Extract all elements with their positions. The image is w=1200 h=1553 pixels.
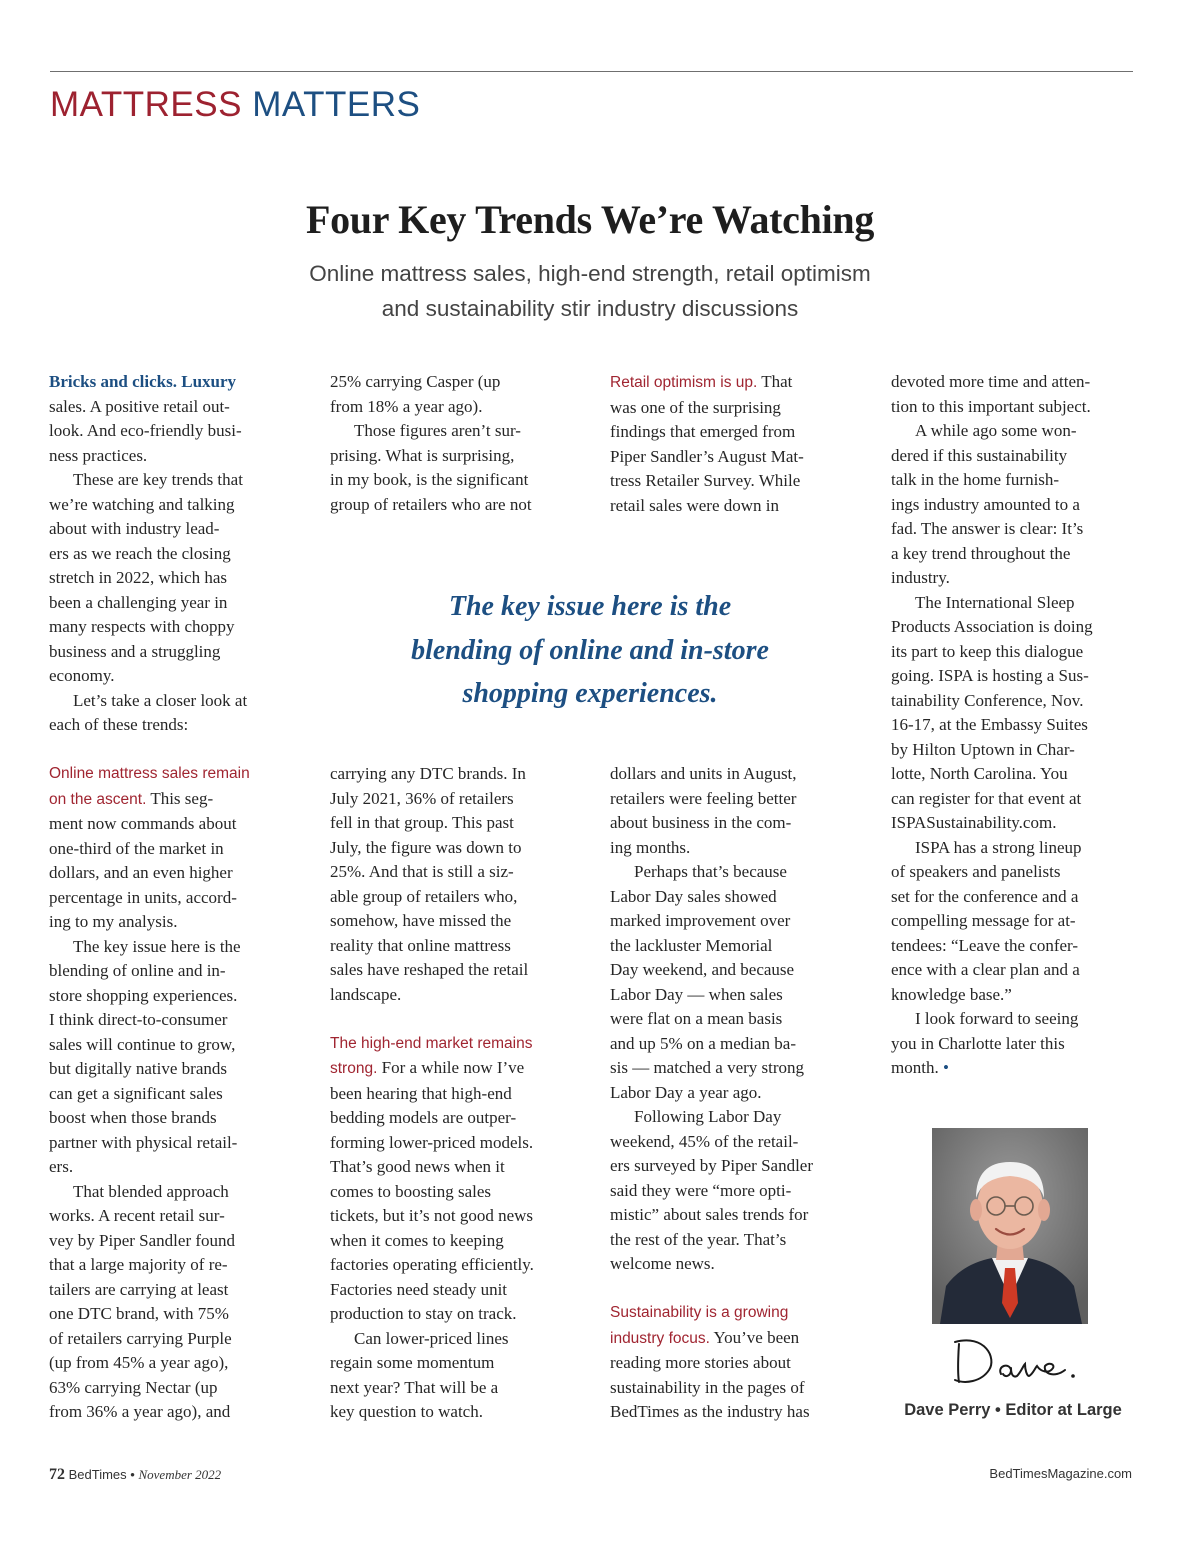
column-2-continued <box>330 762 580 1425</box>
text-line: was one of the surprising <box>610 397 781 417</box>
text-line: from 36% a year ago), and <box>49 1402 231 1421</box>
text-line: sales. A positive retail out- <box>49 396 230 416</box>
text-line: findings that emerged from <box>610 422 796 441</box>
paragraph <box>610 370 860 518</box>
pull-quote <box>330 585 850 716</box>
pull-quote-line: blending of online and in-store <box>411 634 769 666</box>
text-line: the lackluster Memorial <box>610 935 773 955</box>
text-line: 63% carrying Nectar (up <box>49 1377 218 1397</box>
text-line: Factories need steady unit <box>330 1279 508 1299</box>
text-fragment: This seg- <box>146 788 214 808</box>
author-photo <box>932 1128 1088 1324</box>
text-line: knowledge base.” <box>891 984 1012 1004</box>
text-line: key question to watch. <box>330 1402 483 1421</box>
text-line: welcome news. <box>610 1254 715 1273</box>
text-line: Labor Day a year ago. <box>610 1082 762 1102</box>
section-title-word-2: MATTERS <box>252 85 421 124</box>
subhead: strong. <box>330 1060 378 1077</box>
text-line: sales have reshaped the retail <box>330 960 529 979</box>
text-line: able group of retailers who, <box>330 886 518 906</box>
paragraph <box>891 370 1141 419</box>
issue-date: November 2022 <box>138 1467 222 1482</box>
text-line: store shopping experiences. <box>49 985 238 1005</box>
text-line: dollars, and an even higher <box>49 863 233 882</box>
paragraph <box>891 591 1141 836</box>
paragraph <box>49 468 299 689</box>
top-rule <box>50 71 1133 72</box>
section-title-word-1: MATTRESS <box>50 85 242 124</box>
column-2 <box>330 370 580 517</box>
text-line: business and a struggling <box>49 641 221 661</box>
text-line: blending of online and in- <box>49 961 226 980</box>
text-line: one-third of the market in <box>49 838 224 858</box>
text-line: retail sales were down in <box>610 495 779 515</box>
text-line: next year? That will be a <box>330 1377 499 1397</box>
text-line: tress Retailer Survey. While <box>610 471 801 490</box>
subhead: on the ascent. <box>49 790 147 808</box>
text-line: That blended approach <box>73 1181 229 1201</box>
text-line: bedding models are outper- <box>330 1108 517 1127</box>
text-line: ings industry amounted to a <box>891 494 1080 514</box>
text-line: landscape. <box>330 984 402 1004</box>
deck <box>230 256 950 326</box>
text-line: Labor Day sales showed <box>610 886 777 906</box>
text-line: 25% carrying Casper (up <box>330 372 501 391</box>
text-line: works. A recent retail sur- <box>49 1206 225 1225</box>
paragraph <box>330 1032 580 1327</box>
text-line: Perhaps that’s because <box>634 862 787 881</box>
text-line: These are key trends that <box>73 470 243 489</box>
text-line: look. And eco-friendly busi- <box>49 421 242 440</box>
column-3 <box>610 370 860 518</box>
text-line: ment now commands about <box>49 814 237 833</box>
text-line: marked improvement over <box>610 911 791 930</box>
text-line: Products Association is doing <box>891 617 1093 636</box>
column-1-continued <box>49 762 299 1425</box>
text-line: Can lower-priced lines <box>354 1328 509 1348</box>
text-line: ISPA has a strong lineup <box>915 837 1082 857</box>
text-line: of retailers carrying Purple <box>49 1328 232 1348</box>
text-line: many respects with choppy <box>49 617 235 636</box>
text-line: partner with physical retail- <box>49 1132 238 1152</box>
text-line: we’re watching and talking <box>49 494 235 514</box>
text-line: the rest of the year. That’s <box>610 1229 787 1249</box>
text-line: percentage in units, accord- <box>49 887 237 907</box>
text-fragment: You’ve been <box>709 1327 800 1347</box>
text-line: prising. What is surprising, <box>330 445 515 465</box>
text-line: ing months. <box>610 837 691 857</box>
subhead: The high-end market remains <box>330 1034 533 1052</box>
text-line: production to stay on track. <box>330 1304 517 1323</box>
text-line: fad. The answer is clear: It’s <box>891 519 1084 538</box>
text-line: set for the conference and a <box>891 886 1079 906</box>
text-line: were flat on a mean basis <box>610 1009 783 1028</box>
column-4 <box>891 370 1141 1081</box>
text-line: and up 5% on a median ba- <box>610 1033 796 1053</box>
text-line: ers surveyed by Piper Sandler <box>610 1156 814 1175</box>
deck-line: Online mattress sales, high-end strength, retail optimism <box>309 261 871 286</box>
footer-website: BedTimesMagazine.com <box>989 1466 1132 1481</box>
subhead: Sustainability is a growing <box>610 1304 789 1321</box>
paragraph <box>610 1105 860 1277</box>
text-line: tion to this important subject. <box>891 396 1091 416</box>
column-1 <box>49 370 299 738</box>
text-line: ers. <box>49 1157 74 1176</box>
paragraph <box>330 370 580 419</box>
end-mark: • <box>938 1058 949 1077</box>
text-line: devoted more time and atten- <box>891 372 1091 391</box>
text-line: sis — matched a very strong <box>610 1058 805 1077</box>
text-line: factories operating efficiently. <box>330 1255 534 1274</box>
text-line: fell in that group. This past <box>330 813 514 832</box>
text-line: The key issue here is the <box>73 936 241 956</box>
lead-in: Bricks and clicks. Luxury <box>49 372 237 391</box>
text-line: regain some momentum <box>330 1353 495 1372</box>
subhead: Online mattress sales remain <box>49 765 250 782</box>
text-line: in my book, is the significant <box>330 470 529 489</box>
paragraph <box>891 836 1141 1008</box>
text-fragment: That <box>757 372 793 391</box>
text-line: ISPASustainability.com. <box>891 813 1057 832</box>
page-number: 72 <box>49 1466 65 1483</box>
text-line: tendees: “Leave the confer- <box>891 935 1079 955</box>
text-line: Following Labor Day <box>634 1107 782 1126</box>
text-line: but digitally native brands <box>49 1059 227 1078</box>
text-line: sales will continue to grow, <box>49 1034 236 1054</box>
paragraph <box>49 762 299 935</box>
text-line: sustainability in the pages of <box>610 1377 805 1397</box>
text-line: industry. <box>891 568 950 587</box>
text-line: a key trend throughout the <box>891 543 1071 563</box>
paragraph <box>49 1180 299 1425</box>
text-line: Let’s take a closer look at <box>73 690 248 710</box>
text-line: dollars and units in August, <box>610 764 797 783</box>
text-line: going. ISPA is hosting a Sus- <box>891 666 1089 685</box>
signature-image <box>945 1330 1085 1390</box>
text-line: reality that online mattress <box>330 935 511 955</box>
text-line: ing to my analysis. <box>49 912 178 931</box>
text-line: lotte, North Carolina. You <box>891 764 1068 783</box>
text-line: vey by Piper Sandler found <box>49 1230 236 1250</box>
text-line: said they were “more opti- <box>610 1180 792 1200</box>
paragraph <box>330 419 580 517</box>
paragraph <box>49 370 299 468</box>
text-line: dered if this sustainability <box>891 445 1068 465</box>
text-line: (up from 45% a year ago), <box>49 1353 229 1372</box>
paragraph <box>610 762 860 860</box>
magazine-name: BedTimes <box>68 1467 127 1482</box>
text-line: its part to keep this dialogue <box>891 641 1084 661</box>
text-line: been a challenging year in <box>49 592 228 612</box>
folio-separator: • <box>130 1467 135 1482</box>
text-line: that a large majority of re- <box>49 1255 228 1274</box>
paragraph <box>891 1007 1141 1081</box>
text-line: A while ago some won- <box>915 421 1077 440</box>
text-line: forming lower-priced models. <box>330 1132 534 1152</box>
text-line: I think direct-to-consumer <box>49 1010 228 1029</box>
text-line: about with industry lead- <box>49 519 220 538</box>
paragraph <box>891 419 1141 591</box>
section-title <box>50 83 420 127</box>
paragraph <box>610 860 860 1105</box>
text-line: can register for that event at <box>891 788 1082 808</box>
text-line: July 2021, 36% of retailers <box>330 788 514 808</box>
text-line: one DTC brand, with 75% <box>49 1304 229 1323</box>
text-line: of speakers and panelists <box>891 862 1061 881</box>
text-line: by Hilton Uptown in Char- <box>891 739 1075 759</box>
pull-quote-line: shopping experiences. <box>462 678 718 709</box>
text-line: weekend, 45% of the retail- <box>610 1131 799 1151</box>
text-line: group of retailers who are not <box>330 494 532 514</box>
text-line: you in Charlotte later this <box>891 1033 1065 1053</box>
text-line: economy. <box>49 666 115 685</box>
text-line: when it comes to keeping <box>330 1230 504 1250</box>
text-line: compelling message for at- <box>891 911 1076 930</box>
footer-folio <box>49 1466 221 1484</box>
text-line: somehow, have missed the <box>330 911 512 930</box>
text-line: ence with a clear plan and a <box>891 960 1080 979</box>
text-line: ers as we reach the closing <box>49 543 231 563</box>
text-line: tainability Conference, Nov. <box>891 690 1084 710</box>
author-portrait-illustration <box>932 1128 1088 1324</box>
text-line: been hearing that high-end <box>330 1083 512 1103</box>
text-line: July, the figure was down to <box>330 837 522 857</box>
text-line: carrying any DTC brands. In <box>330 764 526 783</box>
text-line: Day weekend, and because <box>610 960 795 979</box>
pull-quote-line: The key issue here is the <box>448 591 732 622</box>
text-line: each of these trends: <box>49 715 189 734</box>
text-line: stretch in 2022, which has <box>49 568 227 587</box>
paragraph <box>610 1301 860 1425</box>
column-3-continued <box>610 762 860 1425</box>
author-caption: Dave Perry • Editor at Large <box>904 1401 1122 1419</box>
paragraph <box>49 935 299 1180</box>
text-line: The International Sleep <box>915 592 1075 612</box>
text-line: tailers are carrying at least <box>49 1279 229 1299</box>
text-line: tickets, but it’s not good news <box>330 1206 534 1225</box>
text-line: That’s good news when it <box>330 1157 505 1176</box>
text-fragment: month. <box>891 1058 939 1077</box>
text-line: 16-17, at the Embassy Suites <box>891 715 1088 734</box>
text-line: reading more stories about <box>610 1353 791 1372</box>
paragraph <box>330 1327 580 1425</box>
text-line: from 18% a year ago). <box>330 396 483 416</box>
paragraph <box>49 689 299 738</box>
subhead: industry focus. <box>610 1329 710 1347</box>
text-line: 25%. And that is still a siz- <box>330 862 514 881</box>
text-line: comes to boosting sales <box>330 1181 492 1201</box>
text-line: about business in the com- <box>610 813 792 832</box>
text-line: can get a significant sales <box>49 1083 223 1103</box>
text-line: Those figures aren’t sur- <box>354 421 521 440</box>
paragraph <box>330 762 580 1007</box>
text-line: ness practices. <box>49 445 148 465</box>
deck-line: and sustainability stir industry discussions <box>381 296 799 321</box>
text-line: Piper Sandler’s August Mat- <box>610 446 804 466</box>
text-fragment: For a while now I’ve <box>377 1058 525 1077</box>
subhead: Retail optimism is up. <box>610 374 758 391</box>
text-line: mistic” about sales trends for <box>610 1205 809 1224</box>
text-line: retailers were feeling better <box>610 788 797 808</box>
text-line: Labor Day — when sales <box>610 984 783 1004</box>
headline: Four Key Trends We’re Watching <box>305 197 875 242</box>
text-line: BedTimes as the industry has <box>610 1402 810 1421</box>
text-line: talk in the home furnish- <box>891 470 1060 489</box>
text-line: boost when those brands <box>49 1108 217 1127</box>
text-line: I look forward to seeing <box>915 1009 1079 1028</box>
